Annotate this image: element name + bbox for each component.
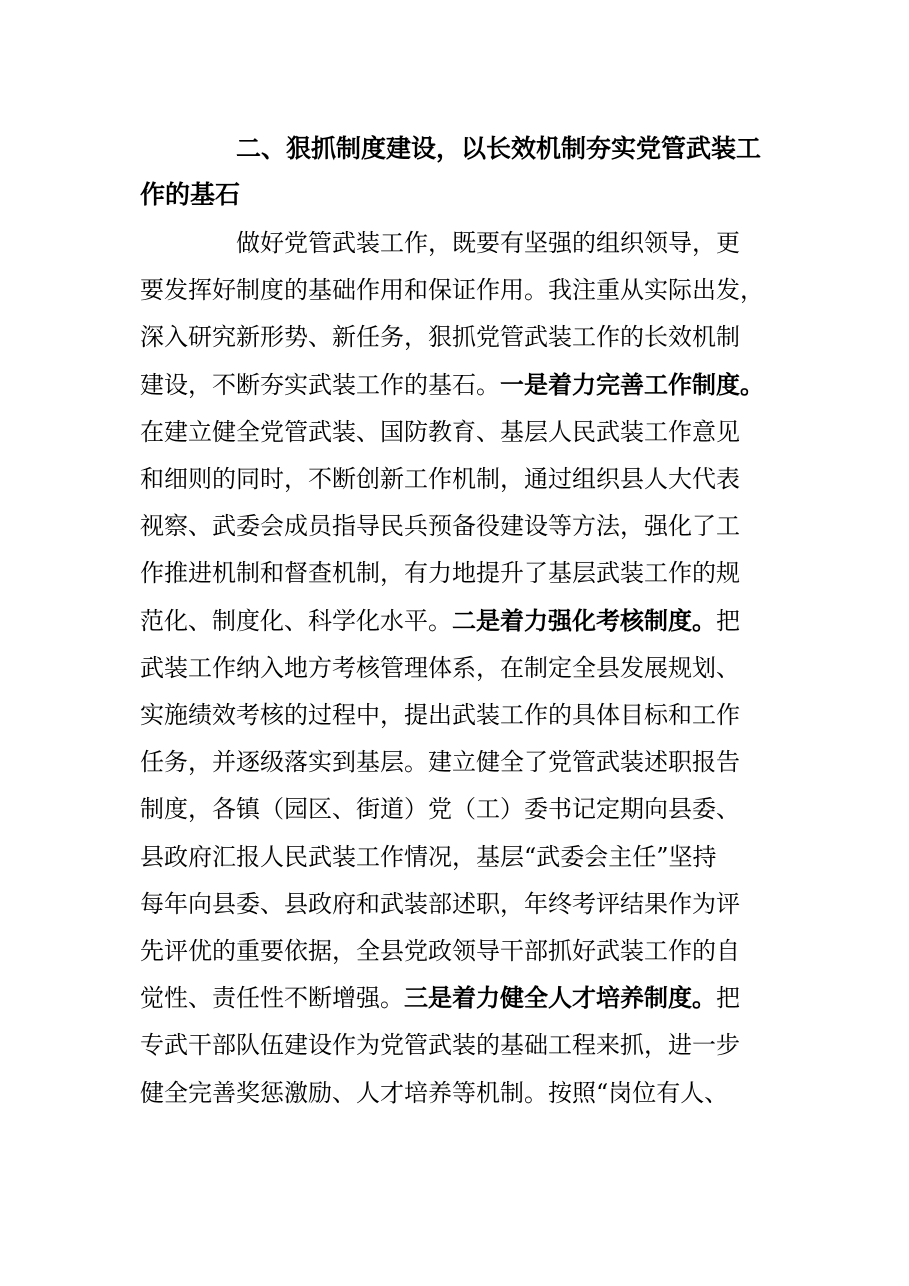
- heading-line-2: 作的基石: [140, 180, 241, 209]
- text-line: 在建立健全党管武装、国防教育、基层人民武装工作意见: [140, 417, 740, 446]
- text-line: 每年向县委、县政府和武装部述职，年终考评结果作为评: [140, 889, 740, 918]
- text-line: 作推进机制和督查机制，有力地提升了基层武装工作的规: [140, 559, 740, 588]
- text-line: 县政府汇报人民武装工作情况，基层“武委会主任”坚持: [140, 842, 717, 871]
- section-heading: [140, 126, 780, 218]
- text-line: 要发挥好制度的基础作用和保证作用。我注重从实际出发，: [140, 276, 764, 305]
- text-line: [140, 975, 800, 1022]
- text-line: 视察、武委会成员指导民兵预备役建设等方法，强化了工: [140, 512, 740, 541]
- text-line: [140, 598, 800, 645]
- text-segment: 觉性、责任性不断增强。: [140, 984, 404, 1013]
- body-paragraph: [140, 220, 800, 1117]
- bold-point-1: 一是着力完善工作制度。: [500, 370, 764, 399]
- text-segment: 把: [716, 606, 740, 635]
- text-line: 专武干部队伍建设作为党管武装的基础工程来抓，进一步: [140, 1031, 740, 1060]
- text-line: 先评优的重要依据，全县党政领导干部抓好武装工作的自: [140, 937, 740, 966]
- text-line: 武装工作纳入地方考核管理体系，在制定全县发展规划、: [140, 653, 740, 682]
- bold-point-2: 二是着力强化考核制度。: [452, 606, 716, 635]
- text-line: 健全完善奖惩激励、人才培养等机制。按照“岗位有人、: [140, 1078, 729, 1107]
- text-line: 制度，各镇（园区、街道）党（工）委书记定期向县委、: [140, 795, 740, 824]
- bold-point-3: 三是着力健全人才培养制度。: [404, 984, 716, 1013]
- text-segment: 把: [716, 984, 740, 1013]
- text-line: 任务，并逐级落实到基层。建立健全了党管武装述职报告: [140, 748, 740, 777]
- text-segment: 建设，不断夯实武装工作的基石。: [140, 370, 500, 399]
- text-line: 深入研究新形势、新任务，狠抓党管武装工作的长效机制: [140, 323, 740, 352]
- heading-line-1: 二、狠抓制度建设，以长效机制夯实党管武装工: [236, 134, 762, 163]
- text-line: 和细则的同时，不断创新工作机制，通过组织县人大代表: [140, 465, 740, 494]
- text-segment: 范化、制度化、科学化水平。: [140, 606, 452, 635]
- text-line: 实施绩效考核的过程中，提出武装工作的具体目标和工作: [140, 701, 740, 730]
- text-line: 做好党管武装工作，既要有坚强的组织领导，更: [236, 229, 740, 257]
- text-line: [140, 362, 800, 409]
